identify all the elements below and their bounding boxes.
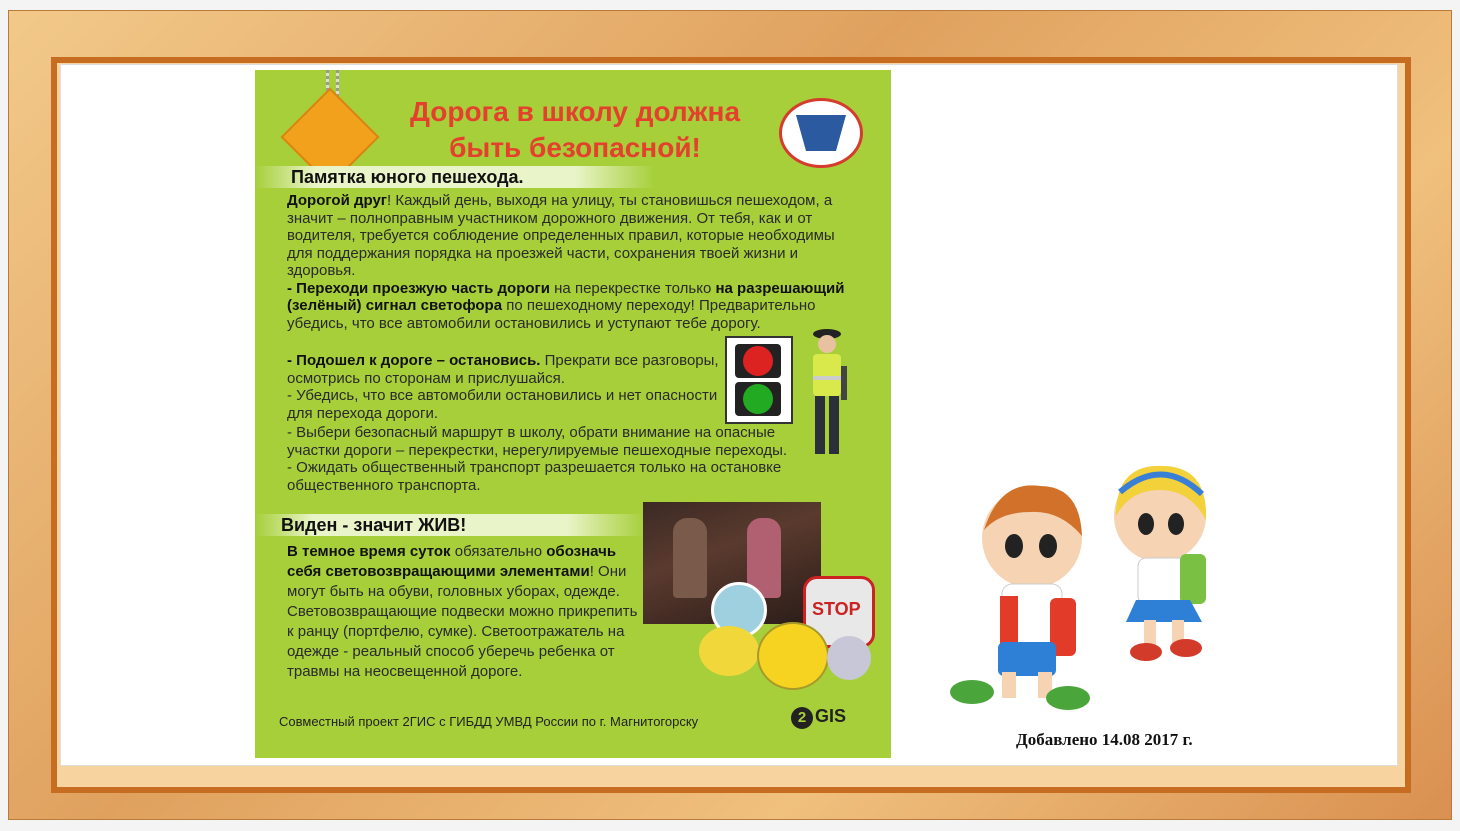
traffic-police-logo-icon: [779, 98, 863, 168]
sticker-icon: [827, 636, 871, 680]
rule1-bold-b: на разрешающий (зелёный) сигнал светофора: [287, 279, 845, 314]
rule1-text: на перекрестке только: [549, 279, 716, 297]
section2-heading: Виден - значит ЖИВ!: [281, 515, 467, 535]
rule3-text: - Убедись, что все автомобили остановились и нет опасности для перехода дороги.: [287, 387, 718, 422]
s2-bold-a: В темное время суток: [287, 543, 451, 560]
rule2-bold: - Подошел к дороге – остановись.: [287, 352, 541, 369]
reflector-text: [287, 542, 639, 682]
2gis-logo: [791, 706, 846, 729]
memo-text-3: [287, 424, 807, 494]
rule5-text: - Ожидать общественный транспорт разрешается только на остановке общественного транспорта.: [287, 459, 782, 494]
rule2-text: Прекрати все разговоры, осмотрись по сторонам и прислушайся.: [287, 352, 719, 387]
s2-bold-b: обозначь себя световозвращающими элементами: [287, 543, 617, 580]
rule4-text: - Выбери безопасный маршрут в школу, обрати внимание на опасные участки дороги – перекрестки, нерегулируемые пешеходные переходы.: [287, 424, 788, 459]
2gis-text: GIS: [815, 706, 847, 726]
intro-text: ! Каждый день, выходя на улицу, ты становишься пешеходом, а значит – полноправным участником дорожного движения. От тебя, как и от водителя, требуется соблюдение определенных правил, которые необходимы для поддержания порядка на проезжей части, сохранения твоей жизни и здоровья.: [287, 192, 835, 279]
section-heading-band: [255, 166, 655, 188]
rule1-bold: - Переходи проезжую часть дороги: [287, 279, 550, 297]
cartoon-children-icon: [940, 450, 1240, 730]
smiley-sticker-icon: [757, 622, 829, 690]
hand-sticker-icon: [699, 626, 759, 676]
section1-heading: Памятка юного пешехода.: [291, 167, 524, 187]
memo-text: [287, 192, 863, 332]
2gis-mark: 2: [791, 707, 813, 729]
stop-text: STOP: [812, 599, 861, 619]
intro-bold: Дорогой друг: [287, 192, 388, 209]
s2-text-a: обязательно: [450, 543, 547, 560]
added-date-label: Добавлено 14.08 2017 г.: [1016, 730, 1193, 749]
title-line-2: быть безопасной!: [449, 132, 701, 163]
reflector-stickers-image: [695, 582, 875, 692]
traffic-officer-icon: [801, 326, 851, 460]
section-heading-band-2: [255, 514, 645, 536]
pedestrian-traffic-light-icon: [725, 336, 793, 424]
title-line-1: Дорога в школу должна: [409, 96, 741, 127]
poster-footer: Совместный проект 2ГИС с ГИБДД УМВД России по г. Магнитогорску: [279, 714, 699, 729]
poster-title: [375, 94, 775, 166]
memo-text-2: [287, 352, 719, 422]
safety-poster: [255, 70, 891, 758]
rule1-text-b: по пешеходному переходу! Предварительно убедись, что все автомобили остановились и уступают тебе дорогу.: [287, 297, 816, 332]
s2-text-b: ! Они могут быть на обуви, головных уборах, одежде. Световозвращающие подвески можно прикрепить к ранцу (портфелю, сумке). Светоотражатель на одежде - реальный способ уберечь ребенка от травмы на неосвещенной дороге.: [287, 563, 638, 680]
